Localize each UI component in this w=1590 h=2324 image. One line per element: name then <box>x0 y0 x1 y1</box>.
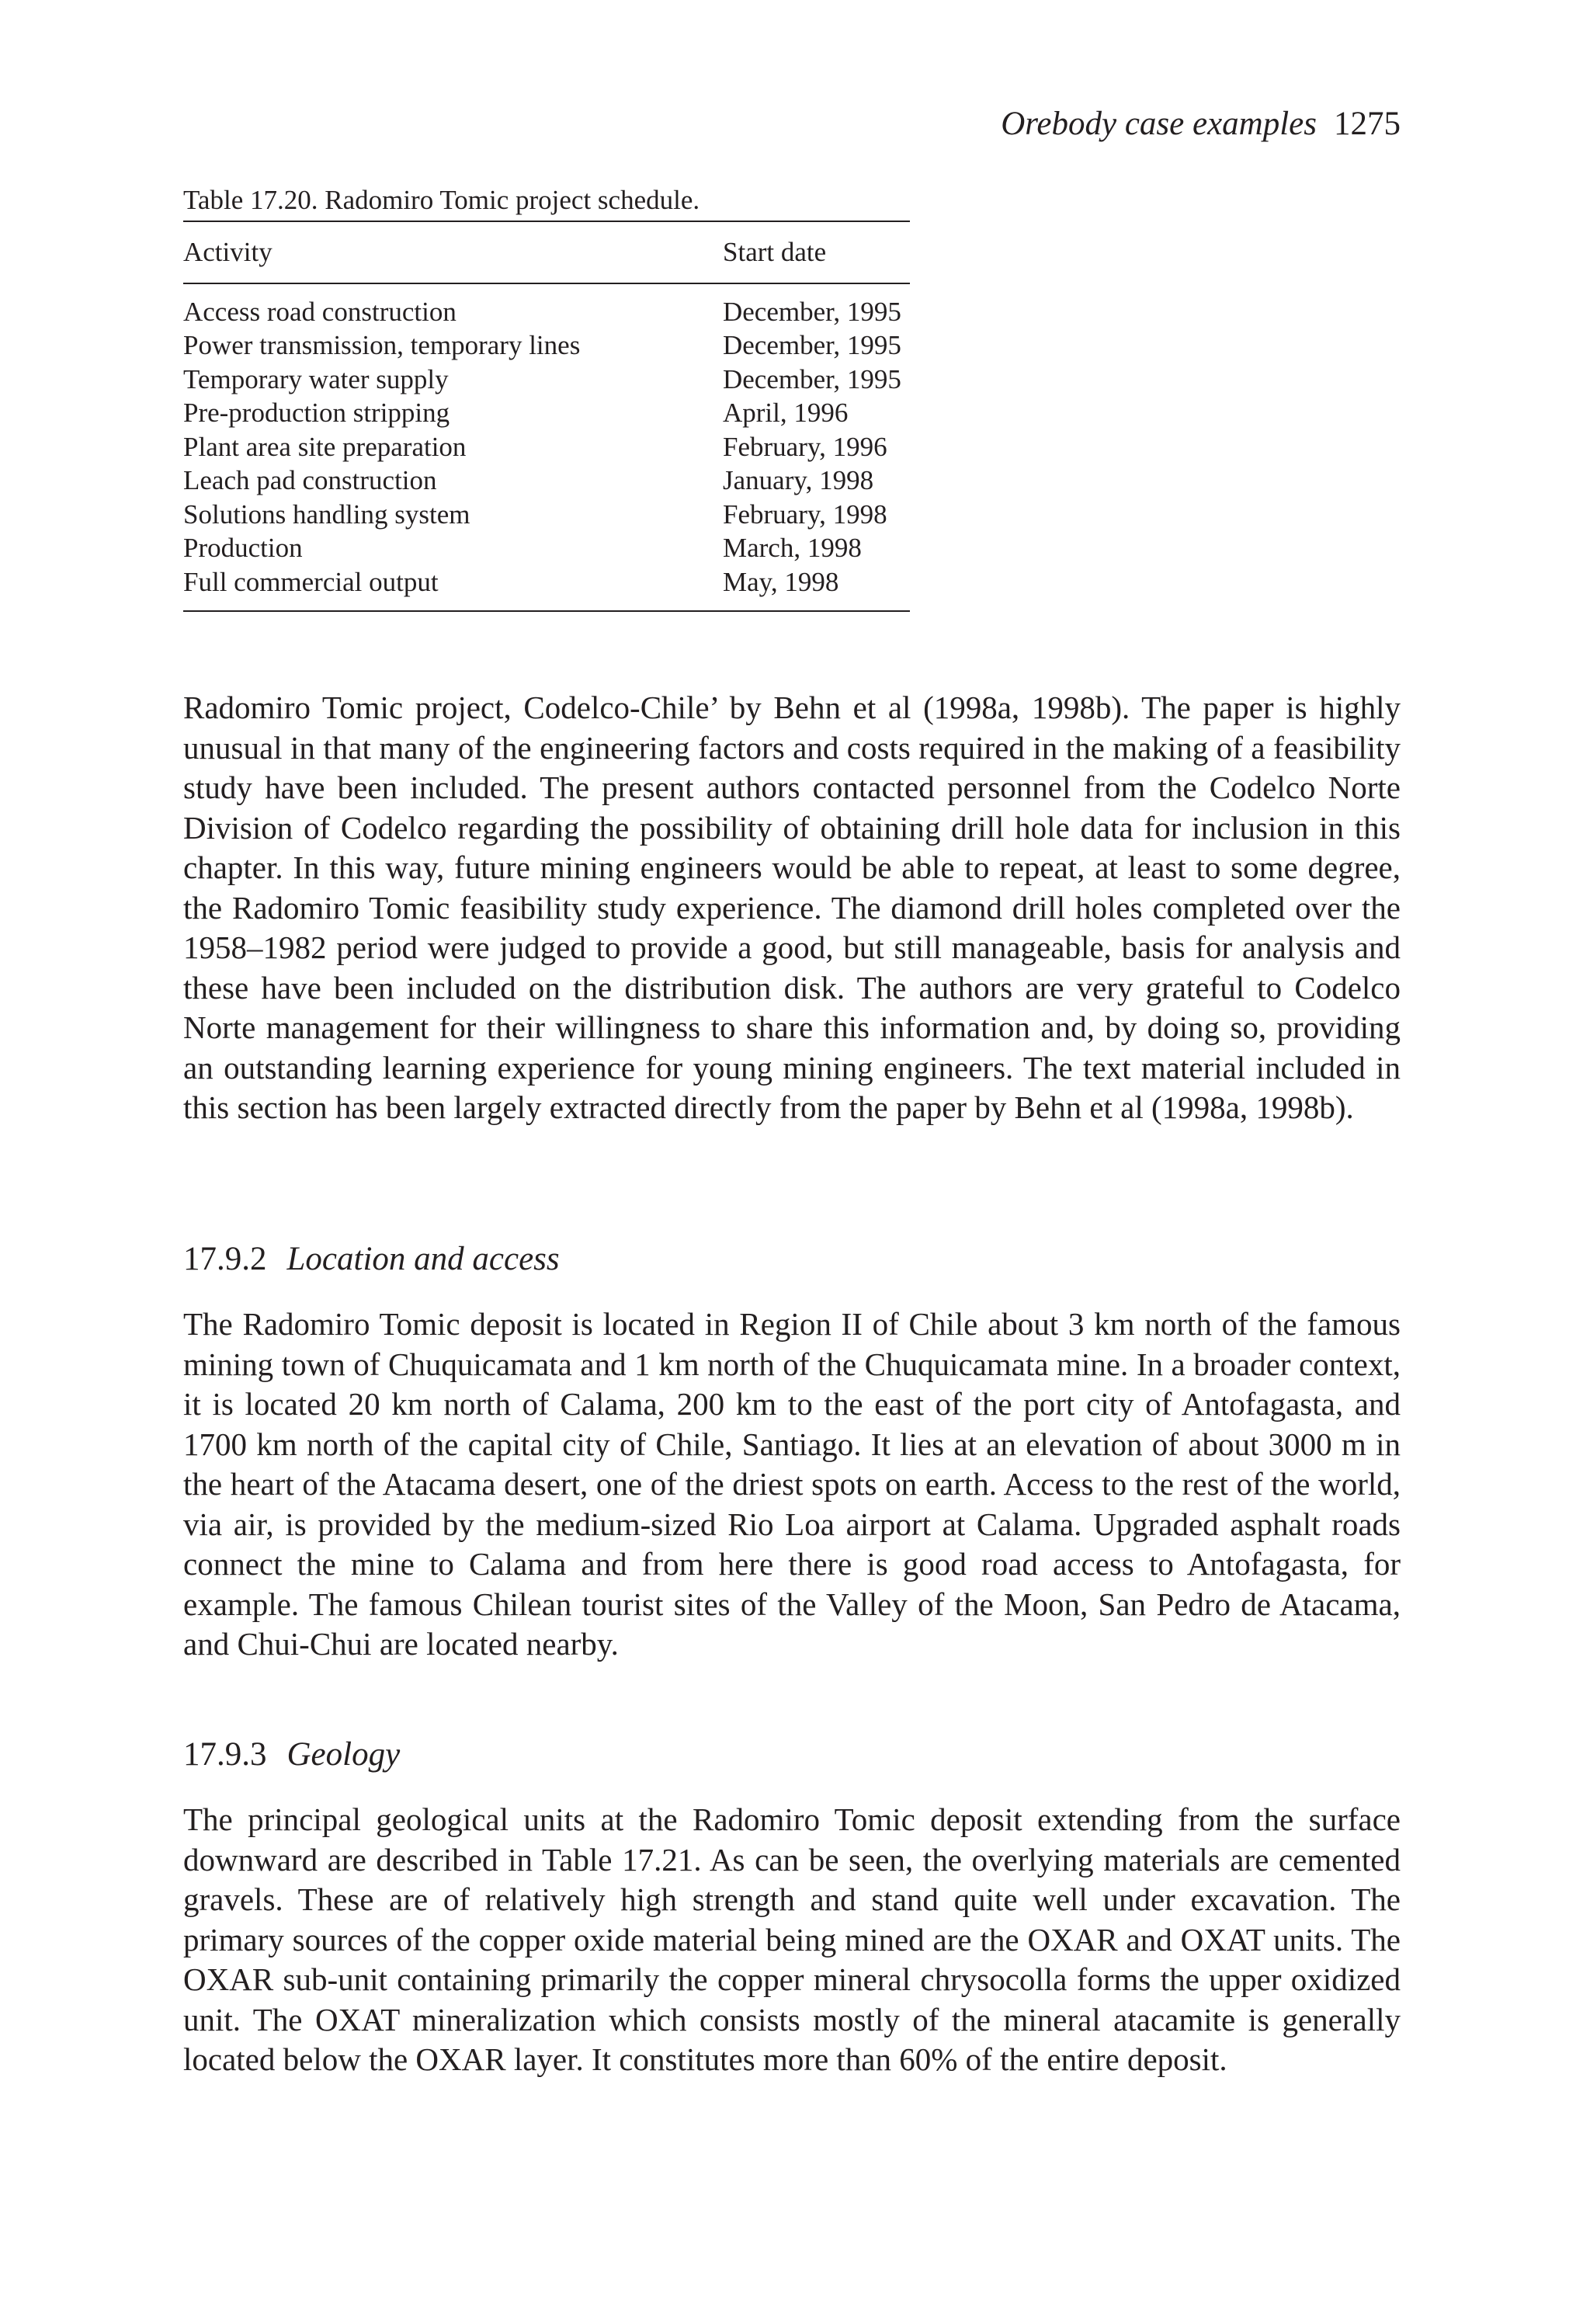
location-paragraph: The Radomiro Tomic deposit is located in Region II of Chile about 3 km north of the famous mining town of Chuquicamata and 1 km north of the Chuquicamata mine. In a broader context, it is located 20 km north of Calama, 200 km to the east of the port city of Antofagasta, and 1700 km north of the capital city of Chile, Santiago. It lies at an elevation of about 3000 m in the heart of the Atacama desert, one of the driest spots on earth. Access to the rest of the world, via air, is provided by the medium-sized Rio Loa airport at Calama. Upgraded asphalt roads connect the mine to Calama and from here there is good road access to Antofagasta, for example. The famous Chilean tourist sites of the Valley of the Moon, San Pedro de Atacama, and Chui-Chui are located nearby. <box>183 1306 1401 1662</box>
table-row <box>183 363 910 397</box>
section-number: 17.9.2 <box>183 1241 267 1277</box>
table-row <box>183 295 910 329</box>
table-row <box>183 498 910 532</box>
column-header-activity: Activity <box>183 237 273 267</box>
section-heading-geology <box>183 1733 400 1777</box>
table-row <box>183 532 910 566</box>
activity-cell: Temporary water supply <box>183 363 449 394</box>
start-date-cell: January, 1998 <box>723 465 874 496</box>
table-row <box>183 430 910 464</box>
start-date-cell: May, 1998 <box>723 566 839 597</box>
activity-cell: Power transmission, temporary lines <box>183 330 581 361</box>
section-number: 17.9.3 <box>183 1736 267 1773</box>
start-date-cell: December, 1995 <box>723 330 901 361</box>
start-date-cell: December, 1995 <box>723 363 901 394</box>
start-date-cell: December, 1995 <box>723 296 901 327</box>
table-caption: Table 17.20. Radomiro Tomic project schedule. <box>183 185 700 215</box>
table-header-row <box>183 222 910 283</box>
table-row <box>183 464 910 498</box>
intro-paragraph: Radomiro Tomic project, Codelco-Chile’ by Behn et al (1998a, 1998b). The paper is highly unusual in that many of the engineering factors and costs required in the making of a feasibility study have been included. The present authors contacted personnel from the Codelco Norte Division of Codelco regarding the possibility of obtaining drill hole data for inclusion in this chapter. In this way, future mining engineers would be able to repeat, at least to some degree, the Radomiro Tomic feasibility study experience. The diamond drill holes completed over the 1958–1982 period were judged to provide a good, but still manageable, basis for analysis and these have been included on the distribution disk. The authors are very grateful to Codelco Norte management for their willingness to share this information and, by doing so, providing an outstanding learning experience for young mining engineers. The text material included in this section has been largely extracted directly from the paper by Behn et al (1998a, 1998b). <box>183 690 1401 1125</box>
activity-cell: Access road construction <box>183 296 457 327</box>
section-heading-location <box>183 1238 560 1281</box>
start-date-cell: April, 1996 <box>723 398 849 429</box>
activity-cell: Production <box>183 533 303 564</box>
activity-cell: Solutions handling system <box>183 498 470 530</box>
section-title: Location and access <box>286 1241 560 1277</box>
activity-cell: Pre-production stripping <box>183 398 450 429</box>
table-bottom-rule <box>183 610 910 612</box>
column-header-start-date: Start date <box>723 237 827 267</box>
activity-cell: Full commercial output <box>183 566 439 597</box>
start-date-cell: February, 1996 <box>723 431 887 462</box>
running-head <box>1001 101 1401 148</box>
activity-cell: Plant area site preparation <box>183 431 467 462</box>
table-row <box>183 397 910 431</box>
section-title: Geology <box>286 1736 401 1773</box>
start-date-cell: March, 1998 <box>723 533 862 564</box>
schedule-table <box>183 180 910 612</box>
activity-cell: Leach pad construction <box>183 465 437 496</box>
geology-paragraph: The principal geological units at the Radomiro Tomic deposit extending from the surface downward are described in Table 17.21. As can be seen, the overlying materials are cemented gravels. These are of relatively high strength and stand quite well under excavation. The primary sources of the copper oxide material being mined are the OXAR and OXAT units. The OXAR sub-unit containing primarily the copper mineral chrysocolla forms the upper oxidized unit. The OXAT mineralization which consists mostly of the mineral atacamite is generally located below the OXAR layer. It constitutes more than 60% of the entire deposit. <box>183 1801 1401 2077</box>
start-date-cell: February, 1998 <box>723 498 887 530</box>
page-number: 1275 <box>1334 106 1401 142</box>
table-row <box>183 565 910 599</box>
table-row <box>183 329 910 363</box>
running-title: Orebody case examples <box>1001 106 1317 142</box>
table-body <box>183 284 910 610</box>
